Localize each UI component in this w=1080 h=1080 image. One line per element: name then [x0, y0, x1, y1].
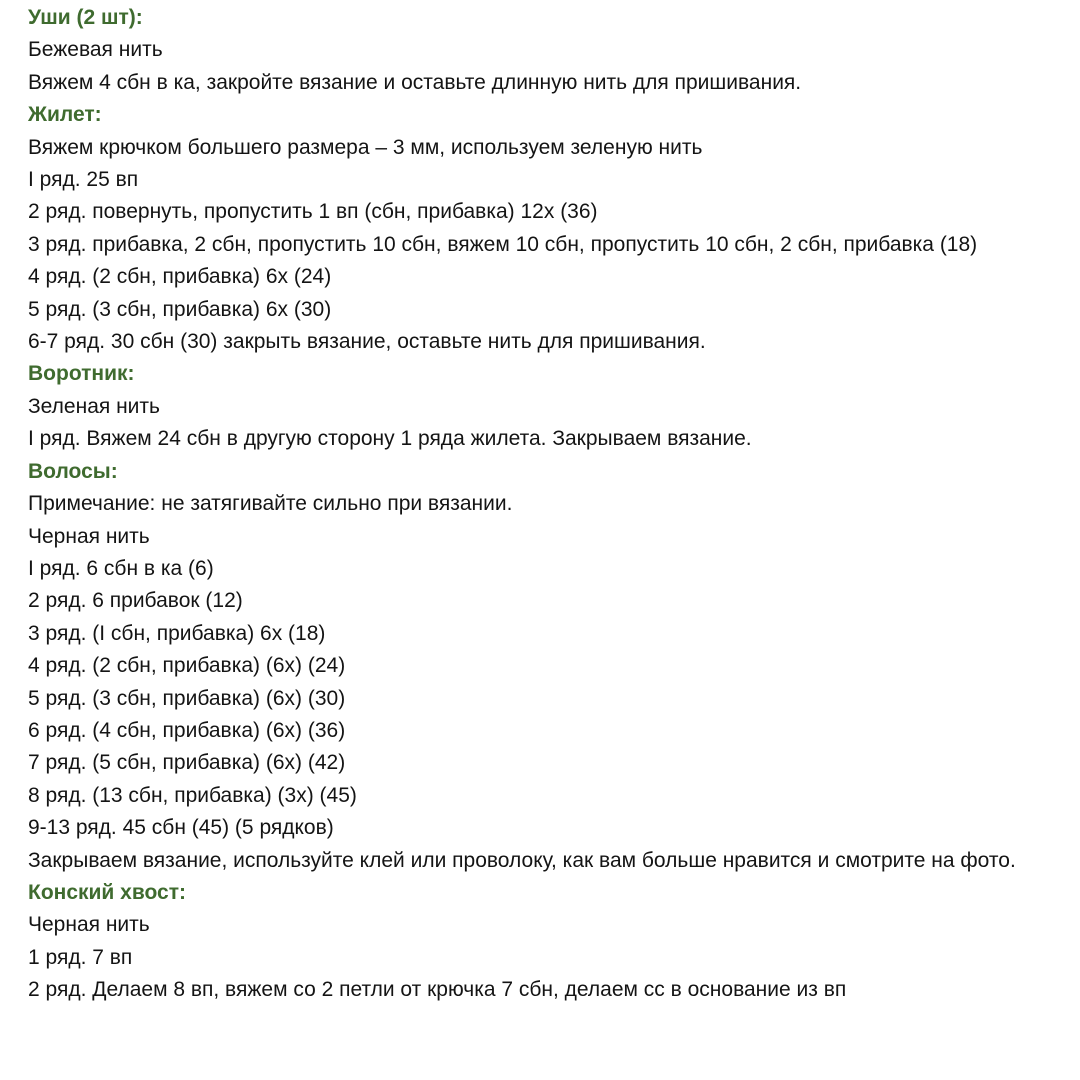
pattern-document — [28, 2, 1078, 1007]
text-line: 9-13 ряд. 45 сбн (45) (5 рядков) — [28, 816, 334, 840]
heading-ponytail: Конский хвост: — [28, 880, 186, 904]
heading-collar: Воротник: — [28, 362, 135, 386]
text-line: 5 ряд. (3 сбн, прибавка) (6х) (30) — [28, 686, 346, 710]
text-line: I ряд. 6 сбн в ка (6) — [28, 556, 214, 580]
section-hair — [28, 456, 1078, 877]
text-line: Вяжем 4 сбн в ка, закройте вязание и оставьте длинную нить для пришивания. — [28, 70, 802, 94]
text-line: Вяжем крючком большего размера – 3 мм, используем зеленую нить — [28, 135, 703, 159]
text-line: 3 ряд. (I сбн, прибавка) 6х (18) — [28, 621, 326, 645]
section-ears — [28, 2, 1078, 99]
section-collar — [28, 358, 1078, 455]
text-line: 5 ряд. (3 сбн, прибавка) 6х (30) — [28, 297, 332, 321]
text-line: 6-7 ряд. 30 сбн (30) закрыть вязание, оставьте нить для пришивания. — [28, 330, 706, 354]
text-line: 1 ряд. 7 вп — [28, 945, 133, 969]
text-line: I ряд. 25 вп — [28, 168, 139, 192]
text-line: Зеленая нить — [28, 394, 160, 418]
text-line: 4 ряд. (2 сбн, прибавка) 6х (24) — [28, 265, 332, 289]
text-line: 3 ряд. прибавка, 2 сбн, пропустить 10 сбн, вяжем 10 сбн, пропустить 10 сбн, 2 сбн, прибавка (18) — [28, 232, 978, 256]
text-line: 4 ряд. (2 сбн, прибавка) (6х) (24) — [28, 654, 346, 678]
text-line: Черная нить — [28, 524, 150, 548]
text-line: 6 ряд. (4 сбн, прибавка) (6х) (36) — [28, 718, 346, 742]
heading-vest: Жилет: — [28, 103, 102, 127]
text-line: 2 ряд. повернуть, пропустить 1 вп (сбн, прибавка) 12х (36) — [28, 200, 598, 224]
section-ponytail — [28, 877, 1078, 1007]
text-line: 7 ряд. (5 сбн, прибавка) (6х) (42) — [28, 751, 346, 775]
text-line: Бежевая нить — [28, 38, 163, 62]
heading-hair: Волосы: — [28, 459, 118, 483]
text-line: Закрываем вязание, используйте клей или проволоку, как вам больше нравится и смотрите на фото. — [28, 848, 1016, 872]
heading-ears: Уши (2 шт): — [28, 6, 143, 29]
text-line: 2 ряд. 6 прибавок (12) — [28, 589, 243, 613]
text-line: 2 ряд. Делаем 8 вп, вяжем со 2 петли от крючка 7 сбн, делаем сс в основание из вп — [28, 978, 847, 1002]
text-line: Черная нить — [28, 913, 150, 937]
text-line: I ряд. Вяжем 24 сбн в другую сторону 1 ряда жилета. Закрываем вязание. — [28, 427, 752, 451]
text-line: 8 ряд. (13 сбн, прибавка) (3х) (45) — [28, 783, 357, 807]
text-line: Примечание: не затягивайте сильно при вязании. — [28, 492, 513, 516]
section-vest — [28, 99, 1078, 358]
